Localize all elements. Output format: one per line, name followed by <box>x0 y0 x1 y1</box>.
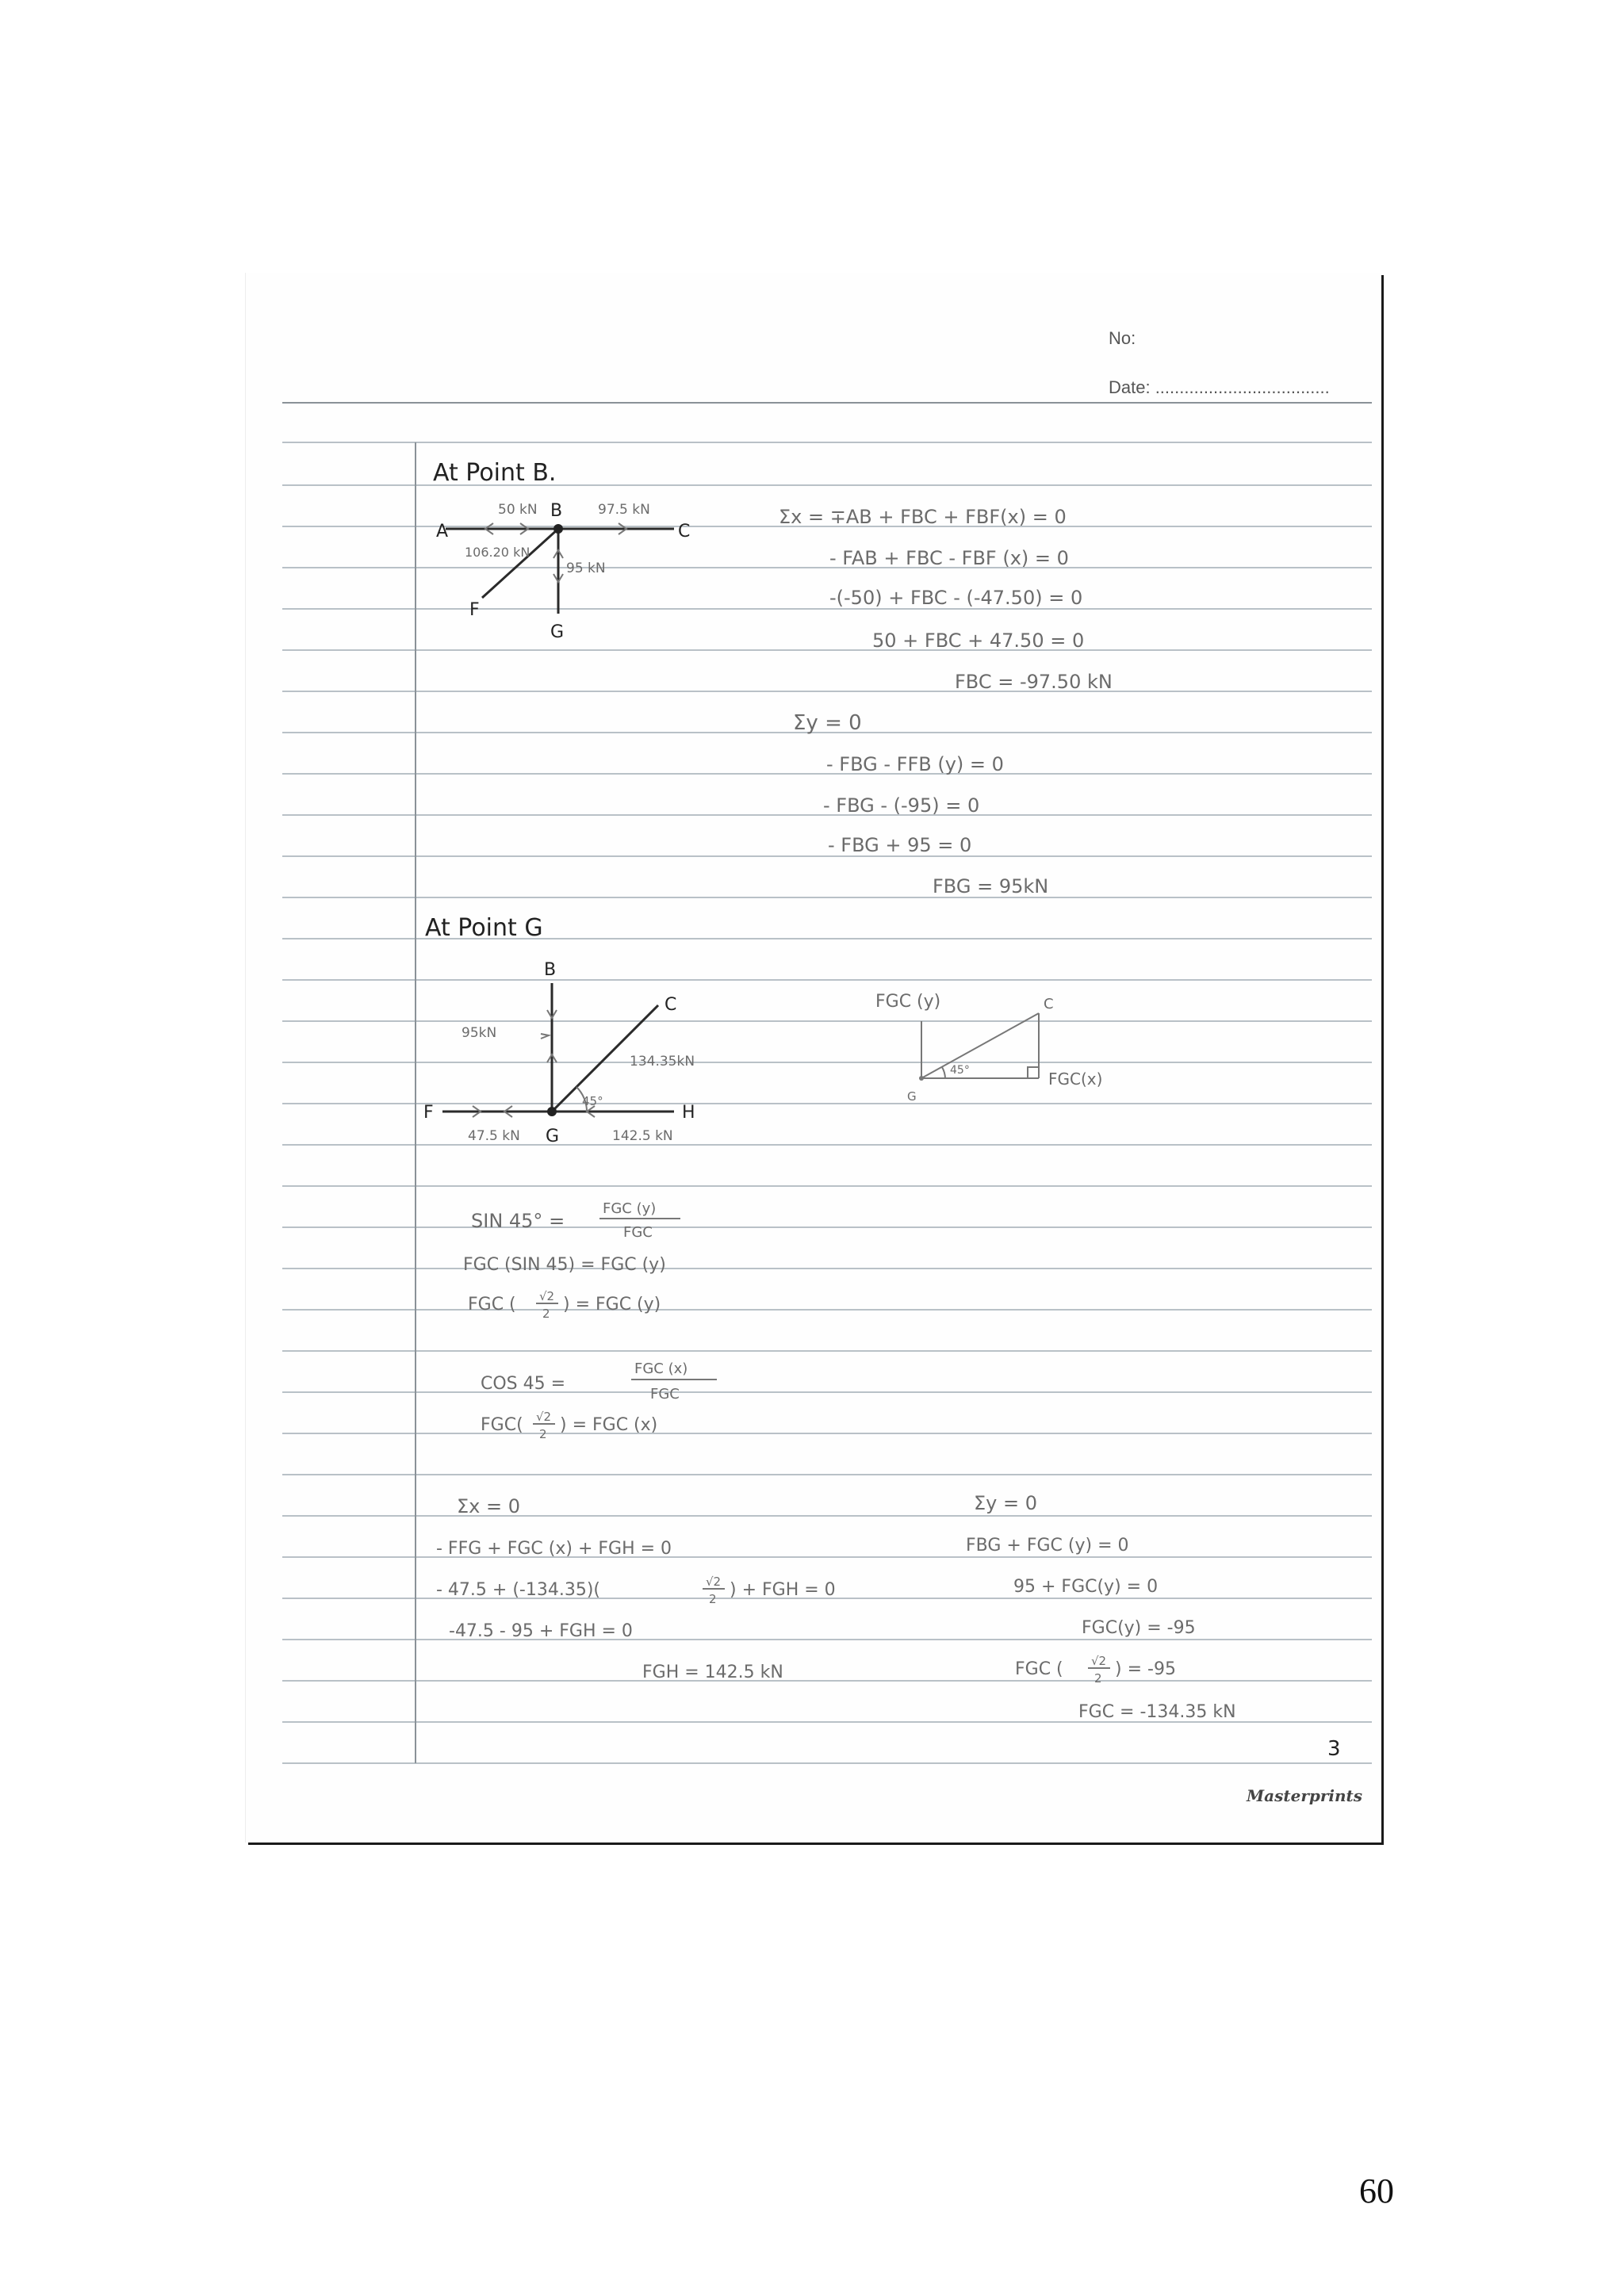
sin-line-3-end: ) = FGC (y) <box>563 1295 661 1314</box>
equation-line: - FFG + FGC (x) + FGH = 0 <box>436 1539 672 1559</box>
equation-line: FBG + FGC (y) = 0 <box>966 1536 1129 1556</box>
sheet-number: 3 <box>1327 1737 1341 1761</box>
point-g-free-body-diagram <box>423 960 695 1146</box>
equation-line: FBC = -97.50 kN <box>955 671 1113 693</box>
two: 2 <box>539 1427 547 1441</box>
cos-line-2-end: ) = FGC (x) <box>560 1415 658 1435</box>
equation-line-start: FGC ( <box>1015 1659 1063 1679</box>
equation-line: Σx = 0 <box>457 1495 521 1517</box>
point-b-title: At Point B. <box>433 459 557 487</box>
equation-line: 50 + FBC + 47.50 = 0 <box>872 629 1085 652</box>
equation-line: - FBG - (-95) = 0 <box>823 794 980 817</box>
equation-line-end: ) + FGH = 0 <box>730 1580 836 1600</box>
cos-numerator: FGC (x) <box>634 1360 688 1377</box>
point-g-sum-x-equations <box>436 1495 836 1682</box>
notebook-page-content <box>246 273 1381 1843</box>
cosine-relation <box>481 1360 717 1441</box>
sqrt-two: √2 <box>539 1289 555 1303</box>
page-number: 60 <box>1359 2172 1394 2210</box>
cos-denominator: FGC <box>650 1386 680 1402</box>
triangle-angle-label: 45° <box>950 1064 970 1077</box>
triangle-g-label: G <box>907 1089 917 1104</box>
no-label: No: <box>1109 328 1136 348</box>
angle-label: 45° <box>582 1094 603 1108</box>
equation-line-start: - 47.5 + (-134.35)( <box>436 1580 601 1600</box>
masterprints-logo: Masterprints <box>1247 1786 1363 1805</box>
node-g-label: G <box>546 1127 560 1146</box>
equation-line: 95 + FGC(y) = 0 <box>1013 1577 1159 1597</box>
equation-line-end: ) = -95 <box>1115 1659 1176 1679</box>
node-h-label: H <box>682 1103 695 1123</box>
force-bc-label: 97.5 kN <box>598 502 650 518</box>
force-bg-label: 95kN <box>462 1025 497 1041</box>
point-g-title: At Point G <box>425 914 543 942</box>
equation-line: - FAB + FBC - FBF (x) = 0 <box>829 547 1069 569</box>
equation-line: FGC(y) = -95 <box>1082 1618 1196 1638</box>
ruled-lines <box>282 403 1372 1763</box>
equation-line: -(-50) + FBC - (-47.50) = 0 <box>829 587 1083 609</box>
sin-numerator: FGC (y) <box>603 1200 657 1217</box>
sin-denominator: FGC <box>623 1224 653 1241</box>
sin-line-2: FGC (SIN 45) = FGC (y) <box>463 1255 666 1275</box>
two: 2 <box>542 1307 550 1321</box>
equation-line: - FBG - FFB (y) = 0 <box>826 753 1004 775</box>
sine-relation <box>463 1200 680 1321</box>
triangle-y-label: FGC (y) <box>875 992 941 1012</box>
equation-line: Σy = 0 <box>793 711 862 735</box>
point-b-sum-y-equations <box>793 711 1048 897</box>
sqrt-two: √2 <box>536 1410 552 1424</box>
node-c-label: C <box>665 995 677 1015</box>
equation-line: - FBG + 95 = 0 <box>828 834 972 856</box>
equation-line: FGC = -134.35 kN <box>1078 1702 1236 1722</box>
date-label: Date: .................................... <box>1109 377 1330 397</box>
force-gc-label: 134.35kN <box>630 1054 695 1070</box>
force-fg-label: 47.5 kN <box>468 1128 520 1144</box>
notebook-sheet <box>246 273 1381 1843</box>
force-gh-label: 142.5 kN <box>612 1128 673 1144</box>
node-b-label: B <box>550 501 563 521</box>
node-a-label: A <box>436 522 449 541</box>
node-g-label: G <box>550 622 565 642</box>
sqrt-two: √2 <box>706 1575 722 1589</box>
triangle-x-label: FGC(x) <box>1048 1070 1103 1089</box>
sqrt-two: √2 <box>1091 1654 1107 1668</box>
point-b-free-body-diagram <box>436 501 690 642</box>
point-g-sum-y-equations <box>966 1492 1236 1722</box>
sin-line-3-start: FGC ( <box>468 1295 516 1314</box>
node-c-label: C <box>678 522 691 541</box>
sin-lhs: SIN 45° = <box>471 1210 565 1232</box>
node-f-label: F <box>423 1103 434 1123</box>
node-f-label: F <box>469 600 480 620</box>
two: 2 <box>709 1592 717 1606</box>
triangle-c-label: C <box>1044 996 1054 1012</box>
equation-line: FGH = 142.5 kN <box>642 1663 783 1682</box>
force-bg-label: 95 kN <box>566 561 606 576</box>
force-ab-label: 50 kN <box>498 502 538 518</box>
equation-line: Σx = ∓AB + FBC + FBF(x) = 0 <box>779 506 1067 528</box>
equation-line: Σy = 0 <box>974 1492 1038 1514</box>
point-b-sum-x-equations <box>779 506 1113 693</box>
equation-line: FBG = 95kN <box>933 875 1049 897</box>
component-triangle <box>875 992 1102 1104</box>
cos-line-2-start: FGC( <box>481 1415 523 1435</box>
two: 2 <box>1094 1671 1102 1686</box>
force-bf-label: 106.20 kN <box>465 545 530 560</box>
node-b-label: B <box>544 960 557 980</box>
equation-line: -47.5 - 95 + FGH = 0 <box>449 1621 633 1641</box>
cos-lhs: COS 45 = <box>481 1374 566 1394</box>
